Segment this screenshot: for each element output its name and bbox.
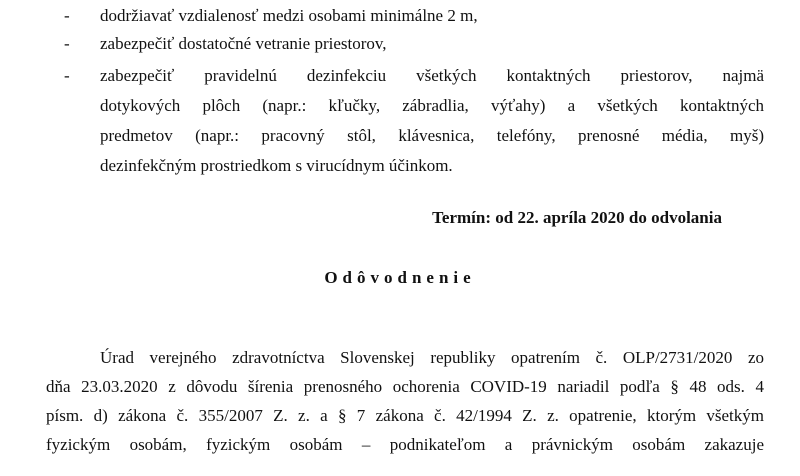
paragraph-line: fyzickým osobám, fyzickým osobám – podnikateľom a právnickým osobám zakazuje (46, 435, 764, 454)
bullet-dash: - (64, 6, 70, 25)
bullet-text-line: dodržiavať vzdialenosť medzi osobami minimálne 2 m, (100, 6, 478, 25)
paragraph-line: písm. d) zákona č. 355/2007 Z. z. a § 7 zákona č. 42/1994 Z. z. opatrenie, ktorým všetkým (46, 406, 764, 425)
bullet-dash: - (64, 34, 70, 53)
bullet-text-line: zabezpečiť dostatočné vetranie priestorov, (100, 34, 387, 53)
paragraph-line: dňa 23.03.2020 z dôvodu šírenia prenosného ochorenia COVID-19 nariadil podľa § 48 ods. 4 (46, 377, 764, 396)
bullet-text-line: dezinfekčným prostriedkom s virucídnym účinkom. (100, 156, 453, 175)
paragraph-line: Úrad verejného zdravotníctva Slovenskej republiky opatrením č. OLP/2731/2020 zo (100, 348, 764, 367)
deadline-text: Termín: od 22. apríla 2020 do odvolania (432, 208, 722, 227)
section-heading: Odôvodnenie (324, 268, 476, 287)
bullet-text-line: dotykových plôch (napr.: kľučky, zábradlia, výťahy) a všetkých kontaktných (100, 96, 764, 115)
bullet-text-line: predmetov (napr.: pracovný stôl, klávesnica, telefóny, prenosné média, myš) (100, 126, 764, 145)
bullet-dash: - (64, 66, 70, 85)
bullet-text-line: zabezpečiť pravidelnú dezinfekciu všetkých kontaktných priestorov, najmä (100, 66, 764, 85)
